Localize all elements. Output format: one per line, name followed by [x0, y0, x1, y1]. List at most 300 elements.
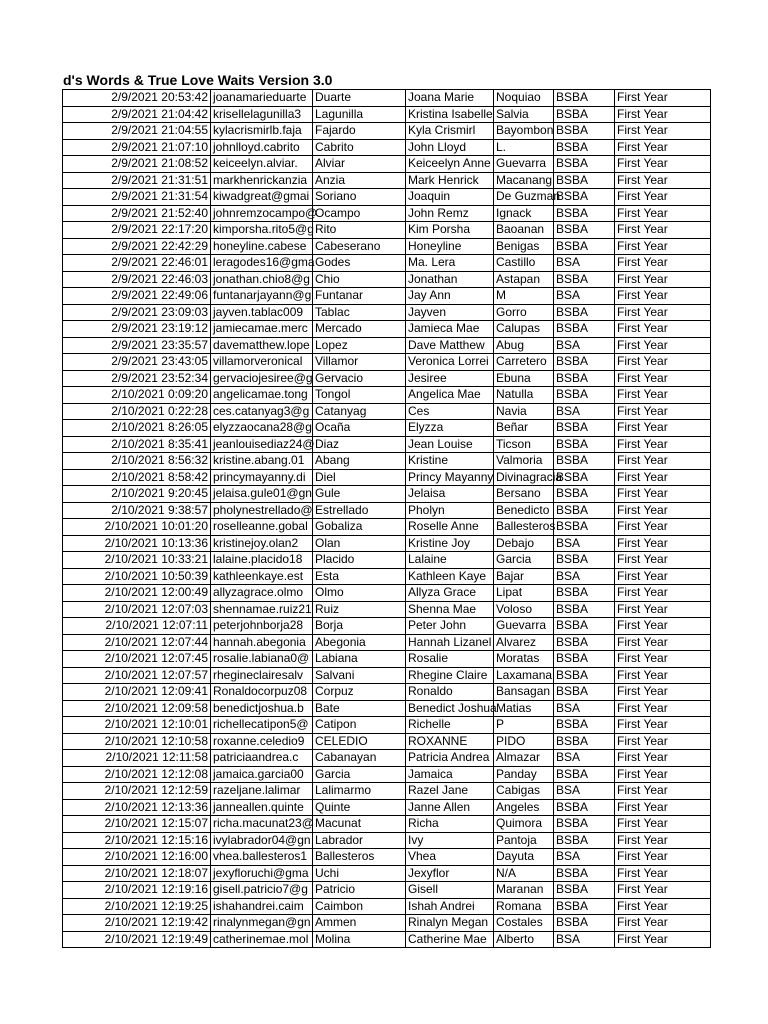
middle-name-cell[interactable]: Ebuna: [494, 370, 554, 387]
email-cell[interactable]: honeyline.cabese: [211, 238, 313, 255]
last-name-cell[interactable]: Garcia: [313, 766, 406, 783]
first-name-cell[interactable]: Richelle: [406, 717, 494, 734]
timestamp-cell[interactable]: 2/9/2021 22:46:01: [63, 255, 211, 272]
first-name-cell[interactable]: Jelaisa: [406, 486, 494, 503]
year-level-cell[interactable]: First Year: [615, 832, 711, 849]
email-cell[interactable]: kiwadgreat@gmai: [211, 189, 313, 206]
year-level-cell[interactable]: First Year: [615, 123, 711, 140]
course-cell[interactable]: BSBA: [554, 172, 615, 189]
year-level-cell[interactable]: First Year: [615, 156, 711, 173]
timestamp-cell[interactable]: 2/10/2021 12:12:08: [63, 766, 211, 783]
course-cell[interactable]: BSBA: [554, 667, 615, 684]
course-cell[interactable]: BSBA: [554, 304, 615, 321]
last-name-cell[interactable]: Gule: [313, 486, 406, 503]
last-name-cell[interactable]: Mercado: [313, 321, 406, 338]
last-name-cell[interactable]: Gervacio: [313, 370, 406, 387]
last-name-cell[interactable]: Olan: [313, 535, 406, 552]
last-name-cell[interactable]: Labiana: [313, 651, 406, 668]
email-cell[interactable]: jamiecamae.merc: [211, 321, 313, 338]
email-cell[interactable]: joanamarieduarte: [211, 90, 313, 107]
year-level-cell[interactable]: First Year: [615, 667, 711, 684]
email-cell[interactable]: pholynestrellado@: [211, 502, 313, 519]
last-name-cell[interactable]: Labrador: [313, 832, 406, 849]
timestamp-cell[interactable]: 2/10/2021 10:01:20: [63, 519, 211, 536]
course-cell[interactable]: BSA: [554, 849, 615, 866]
first-name-cell[interactable]: Veronica Lorrei: [406, 354, 494, 371]
email-cell[interactable]: jamaica.garcia00: [211, 766, 313, 783]
first-name-cell[interactable]: Mark Henrick: [406, 172, 494, 189]
middle-name-cell[interactable]: P: [494, 717, 554, 734]
course-cell[interactable]: BSBA: [554, 717, 615, 734]
first-name-cell[interactable]: Lalaine: [406, 552, 494, 569]
middle-name-cell[interactable]: Angeles: [494, 799, 554, 816]
year-level-cell[interactable]: First Year: [615, 222, 711, 239]
course-cell[interactable]: BSBA: [554, 205, 615, 222]
last-name-cell[interactable]: Macunat: [313, 816, 406, 833]
timestamp-cell[interactable]: 2/10/2021 8:26:05: [63, 420, 211, 437]
first-name-cell[interactable]: Shenna Mae: [406, 601, 494, 618]
email-cell[interactable]: villamorveronical: [211, 354, 313, 371]
email-cell[interactable]: ivylabrador04@gn: [211, 832, 313, 849]
last-name-cell[interactable]: Placido: [313, 552, 406, 569]
course-cell[interactable]: BSBA: [554, 420, 615, 437]
timestamp-cell[interactable]: 2/10/2021 12:07:45: [63, 651, 211, 668]
middle-name-cell[interactable]: Maranan: [494, 882, 554, 899]
email-cell[interactable]: patriciaandrea.c: [211, 750, 313, 767]
last-name-cell[interactable]: Esta: [313, 568, 406, 585]
middle-name-cell[interactable]: Bansagan: [494, 684, 554, 701]
course-cell[interactable]: BSBA: [554, 601, 615, 618]
middle-name-cell[interactable]: Calupas: [494, 321, 554, 338]
middle-name-cell[interactable]: PIDO: [494, 733, 554, 750]
timestamp-cell[interactable]: 2/10/2021 10:33:21: [63, 552, 211, 569]
email-cell[interactable]: roselleanne.gobal: [211, 519, 313, 536]
timestamp-cell[interactable]: 2/10/2021 12:09:58: [63, 700, 211, 717]
course-cell[interactable]: BSA: [554, 403, 615, 420]
course-cell[interactable]: BSA: [554, 568, 615, 585]
first-name-cell[interactable]: Jamieca Mae: [406, 321, 494, 338]
email-cell[interactable]: gervaciojesiree@g: [211, 370, 313, 387]
first-name-cell[interactable]: Roselle Anne: [406, 519, 494, 536]
course-cell[interactable]: BSA: [554, 750, 615, 767]
timestamp-cell[interactable]: 2/10/2021 0:09:20: [63, 387, 211, 404]
first-name-cell[interactable]: Kristina Isabelle: [406, 106, 494, 123]
middle-name-cell[interactable]: Quimora: [494, 816, 554, 833]
first-name-cell[interactable]: John Remz: [406, 205, 494, 222]
last-name-cell[interactable]: Abang: [313, 453, 406, 470]
first-name-cell[interactable]: Princy Mayanny: [406, 469, 494, 486]
timestamp-cell[interactable]: 2/9/2021 21:52:40: [63, 205, 211, 222]
last-name-cell[interactable]: Cabrito: [313, 139, 406, 156]
timestamp-cell[interactable]: 2/10/2021 12:11:58: [63, 750, 211, 767]
middle-name-cell[interactable]: Macanang: [494, 172, 554, 189]
first-name-cell[interactable]: John Lloyd: [406, 139, 494, 156]
first-name-cell[interactable]: Angelica Mae: [406, 387, 494, 404]
first-name-cell[interactable]: Catherine Mae: [406, 931, 494, 948]
year-level-cell[interactable]: First Year: [615, 469, 711, 486]
email-cell[interactable]: jeanlouisediaz24@: [211, 436, 313, 453]
email-cell[interactable]: janneallen.quinte: [211, 799, 313, 816]
last-name-cell[interactable]: Catanyag: [313, 403, 406, 420]
last-name-cell[interactable]: Tongol: [313, 387, 406, 404]
last-name-cell[interactable]: Olmo: [313, 585, 406, 602]
course-cell[interactable]: BSBA: [554, 585, 615, 602]
course-cell[interactable]: BSA: [554, 783, 615, 800]
email-cell[interactable]: keiceelyn.alviar.: [211, 156, 313, 173]
middle-name-cell[interactable]: Divinagracia: [494, 469, 554, 486]
email-cell[interactable]: kimporsha.rito5@g: [211, 222, 313, 239]
year-level-cell[interactable]: First Year: [615, 651, 711, 668]
email-cell[interactable]: jayven.tablac009: [211, 304, 313, 321]
email-cell[interactable]: hannah.abegonia: [211, 634, 313, 651]
middle-name-cell[interactable]: Garcia: [494, 552, 554, 569]
first-name-cell[interactable]: Ishah Andrei: [406, 898, 494, 915]
middle-name-cell[interactable]: Salvia: [494, 106, 554, 123]
last-name-cell[interactable]: Corpuz: [313, 684, 406, 701]
year-level-cell[interactable]: First Year: [615, 601, 711, 618]
course-cell[interactable]: BSA: [554, 700, 615, 717]
timestamp-cell[interactable]: 2/9/2021 22:46:03: [63, 271, 211, 288]
timestamp-cell[interactable]: 2/10/2021 10:50:39: [63, 568, 211, 585]
year-level-cell[interactable]: First Year: [615, 915, 711, 932]
middle-name-cell[interactable]: Ballesteros: [494, 519, 554, 536]
year-level-cell[interactable]: First Year: [615, 255, 711, 272]
first-name-cell[interactable]: Jesiree: [406, 370, 494, 387]
email-cell[interactable]: richellecatipon5@: [211, 717, 313, 734]
year-level-cell[interactable]: First Year: [615, 354, 711, 371]
course-cell[interactable]: BSBA: [554, 436, 615, 453]
middle-name-cell[interactable]: Gorro: [494, 304, 554, 321]
first-name-cell[interactable]: Kristine: [406, 453, 494, 470]
year-level-cell[interactable]: First Year: [615, 634, 711, 651]
email-cell[interactable]: angelicamae.tong: [211, 387, 313, 404]
course-cell[interactable]: BSBA: [554, 684, 615, 701]
last-name-cell[interactable]: CELEDIO: [313, 733, 406, 750]
course-cell[interactable]: BSBA: [554, 882, 615, 899]
email-cell[interactable]: rosalie.labiana0@: [211, 651, 313, 668]
last-name-cell[interactable]: Lalimarmo: [313, 783, 406, 800]
email-cell[interactable]: lalaine.placido18: [211, 552, 313, 569]
last-name-cell[interactable]: Ammen: [313, 915, 406, 932]
first-name-cell[interactable]: Vhea: [406, 849, 494, 866]
middle-name-cell[interactable]: Noquiao: [494, 90, 554, 107]
first-name-cell[interactable]: Keiceelyn Anne: [406, 156, 494, 173]
email-cell[interactable]: krisellelagunilla3: [211, 106, 313, 123]
middle-name-cell[interactable]: Baoanan: [494, 222, 554, 239]
first-name-cell[interactable]: Hannah Lizanel: [406, 634, 494, 651]
email-cell[interactable]: johnlloyd.cabrito: [211, 139, 313, 156]
course-cell[interactable]: BSBA: [554, 106, 615, 123]
email-cell[interactable]: jelaisa.gule01@gn: [211, 486, 313, 503]
middle-name-cell[interactable]: De Guzman: [494, 189, 554, 206]
timestamp-cell[interactable]: 2/10/2021 12:15:16: [63, 832, 211, 849]
course-cell[interactable]: BSA: [554, 931, 615, 948]
last-name-cell[interactable]: Diaz: [313, 436, 406, 453]
timestamp-cell[interactable]: 2/9/2021 22:49:06: [63, 288, 211, 305]
year-level-cell[interactable]: First Year: [615, 799, 711, 816]
last-name-cell[interactable]: Rito: [313, 222, 406, 239]
timestamp-cell[interactable]: 2/10/2021 12:09:41: [63, 684, 211, 701]
first-name-cell[interactable]: Kathleen Kaye: [406, 568, 494, 585]
timestamp-cell[interactable]: 2/9/2021 21:04:55: [63, 123, 211, 140]
first-name-cell[interactable]: Benedict Joshua: [406, 700, 494, 717]
first-name-cell[interactable]: Gisell: [406, 882, 494, 899]
last-name-cell[interactable]: Chio: [313, 271, 406, 288]
email-cell[interactable]: roxanne.celedio9: [211, 733, 313, 750]
last-name-cell[interactable]: Gobaliza: [313, 519, 406, 536]
timestamp-cell[interactable]: 2/10/2021 8:56:32: [63, 453, 211, 470]
year-level-cell[interactable]: First Year: [615, 898, 711, 915]
first-name-cell[interactable]: Kristine Joy: [406, 535, 494, 552]
middle-name-cell[interactable]: L.: [494, 139, 554, 156]
email-cell[interactable]: princymayanny.di: [211, 469, 313, 486]
year-level-cell[interactable]: First Year: [615, 502, 711, 519]
timestamp-cell[interactable]: 2/9/2021 20:53:42: [63, 90, 211, 107]
middle-name-cell[interactable]: Benigas: [494, 238, 554, 255]
last-name-cell[interactable]: Salvani: [313, 667, 406, 684]
year-level-cell[interactable]: First Year: [615, 849, 711, 866]
last-name-cell[interactable]: Godes: [313, 255, 406, 272]
first-name-cell[interactable]: Rosalie: [406, 651, 494, 668]
middle-name-cell[interactable]: Bajar: [494, 568, 554, 585]
first-name-cell[interactable]: Kyla Crismirl: [406, 123, 494, 140]
first-name-cell[interactable]: Joana Marie: [406, 90, 494, 107]
year-level-cell[interactable]: First Year: [615, 585, 711, 602]
middle-name-cell[interactable]: Castillo: [494, 255, 554, 272]
course-cell[interactable]: BSBA: [554, 453, 615, 470]
year-level-cell[interactable]: First Year: [615, 370, 711, 387]
last-name-cell[interactable]: Fajardo: [313, 123, 406, 140]
last-name-cell[interactable]: Duarte: [313, 90, 406, 107]
email-cell[interactable]: benedictjoshua.b: [211, 700, 313, 717]
middle-name-cell[interactable]: Beñar: [494, 420, 554, 437]
last-name-cell[interactable]: Tablac: [313, 304, 406, 321]
middle-name-cell[interactable]: Carretero: [494, 354, 554, 371]
year-level-cell[interactable]: First Year: [615, 90, 711, 107]
timestamp-cell[interactable]: 2/10/2021 12:19:42: [63, 915, 211, 932]
first-name-cell[interactable]: Jamaica: [406, 766, 494, 783]
middle-name-cell[interactable]: Pantoja: [494, 832, 554, 849]
first-name-cell[interactable]: Allyza Grace: [406, 585, 494, 602]
middle-name-cell[interactable]: Moratas: [494, 651, 554, 668]
timestamp-cell[interactable]: 2/9/2021 21:07:10: [63, 139, 211, 156]
first-name-cell[interactable]: Rhegine Claire: [406, 667, 494, 684]
course-cell[interactable]: BSBA: [554, 502, 615, 519]
course-cell[interactable]: BSBA: [554, 321, 615, 338]
timestamp-cell[interactable]: 2/9/2021 22:17:20: [63, 222, 211, 239]
course-cell[interactable]: BSBA: [554, 865, 615, 882]
timestamp-cell[interactable]: 2/10/2021 12:15:07: [63, 816, 211, 833]
email-cell[interactable]: jonathan.chio8@g: [211, 271, 313, 288]
email-cell[interactable]: rinalynmegan@gn: [211, 915, 313, 932]
course-cell[interactable]: BSBA: [554, 90, 615, 107]
course-cell[interactable]: BSBA: [554, 222, 615, 239]
last-name-cell[interactable]: Cabanayan: [313, 750, 406, 767]
first-name-cell[interactable]: Ma. Lera: [406, 255, 494, 272]
email-cell[interactable]: rhegineclairesalv: [211, 667, 313, 684]
year-level-cell[interactable]: First Year: [615, 321, 711, 338]
timestamp-cell[interactable]: 2/9/2021 21:31:54: [63, 189, 211, 206]
timestamp-cell[interactable]: 2/10/2021 12:00:49: [63, 585, 211, 602]
email-cell[interactable]: kathleenkaye.est: [211, 568, 313, 585]
year-level-cell[interactable]: First Year: [615, 684, 711, 701]
first-name-cell[interactable]: Janne Allen: [406, 799, 494, 816]
year-level-cell[interactable]: First Year: [615, 733, 711, 750]
course-cell[interactable]: BSA: [554, 535, 615, 552]
first-name-cell[interactable]: Patricia Andrea: [406, 750, 494, 767]
last-name-cell[interactable]: Catipon: [313, 717, 406, 734]
course-cell[interactable]: BSBA: [554, 816, 615, 833]
middle-name-cell[interactable]: M: [494, 288, 554, 305]
course-cell[interactable]: BSBA: [554, 238, 615, 255]
year-level-cell[interactable]: First Year: [615, 205, 711, 222]
last-name-cell[interactable]: Abegonia: [313, 634, 406, 651]
course-cell[interactable]: BSBA: [554, 139, 615, 156]
course-cell[interactable]: BSBA: [554, 486, 615, 503]
course-cell[interactable]: BSBA: [554, 156, 615, 173]
timestamp-cell[interactable]: 2/9/2021 21:08:52: [63, 156, 211, 173]
middle-name-cell[interactable]: Costales: [494, 915, 554, 932]
last-name-cell[interactable]: Ballesteros: [313, 849, 406, 866]
middle-name-cell[interactable]: Almazar: [494, 750, 554, 767]
last-name-cell[interactable]: Caimbon: [313, 898, 406, 915]
timestamp-cell[interactable]: 2/10/2021 12:19:25: [63, 898, 211, 915]
email-cell[interactable]: jexyfloruchi@gma: [211, 865, 313, 882]
year-level-cell[interactable]: First Year: [615, 172, 711, 189]
last-name-cell[interactable]: Ruiz: [313, 601, 406, 618]
timestamp-cell[interactable]: 2/10/2021 12:07:57: [63, 667, 211, 684]
first-name-cell[interactable]: Peter John: [406, 618, 494, 635]
course-cell[interactable]: BSBA: [554, 651, 615, 668]
year-level-cell[interactable]: First Year: [615, 552, 711, 569]
email-cell[interactable]: gisell.patricio7@g: [211, 882, 313, 899]
course-cell[interactable]: BSA: [554, 288, 615, 305]
middle-name-cell[interactable]: Ticson: [494, 436, 554, 453]
last-name-cell[interactable]: Borja: [313, 618, 406, 635]
first-name-cell[interactable]: Razel Jane: [406, 783, 494, 800]
first-name-cell[interactable]: Jay Ann: [406, 288, 494, 305]
course-cell[interactable]: BSBA: [554, 123, 615, 140]
first-name-cell[interactable]: Dave Matthew: [406, 337, 494, 354]
middle-name-cell[interactable]: Panday: [494, 766, 554, 783]
last-name-cell[interactable]: Lagunilla: [313, 106, 406, 123]
last-name-cell[interactable]: Villamor: [313, 354, 406, 371]
first-name-cell[interactable]: Ces: [406, 403, 494, 420]
last-name-cell[interactable]: Uchi: [313, 865, 406, 882]
timestamp-cell[interactable]: 2/9/2021 22:42:29: [63, 238, 211, 255]
year-level-cell[interactable]: First Year: [615, 865, 711, 882]
timestamp-cell[interactable]: 2/9/2021 23:43:05: [63, 354, 211, 371]
timestamp-cell[interactable]: 2/9/2021 21:31:51: [63, 172, 211, 189]
year-level-cell[interactable]: First Year: [615, 387, 711, 404]
middle-name-cell[interactable]: Alvarez: [494, 634, 554, 651]
last-name-cell[interactable]: Cabeserano: [313, 238, 406, 255]
email-cell[interactable]: richa.macunat23@: [211, 816, 313, 833]
first-name-cell[interactable]: Jexyflor: [406, 865, 494, 882]
year-level-cell[interactable]: First Year: [615, 271, 711, 288]
year-level-cell[interactable]: First Year: [615, 783, 711, 800]
timestamp-cell[interactable]: 2/9/2021 23:09:03: [63, 304, 211, 321]
course-cell[interactable]: BSBA: [554, 898, 615, 915]
timestamp-cell[interactable]: 2/9/2021 21:04:42: [63, 106, 211, 123]
timestamp-cell[interactable]: 2/10/2021 12:10:58: [63, 733, 211, 750]
middle-name-cell[interactable]: Benedicto: [494, 502, 554, 519]
course-cell[interactable]: BSBA: [554, 799, 615, 816]
middle-name-cell[interactable]: Dayuta: [494, 849, 554, 866]
timestamp-cell[interactable]: 2/10/2021 8:58:42: [63, 469, 211, 486]
email-cell[interactable]: kylacrismirlb.faja: [211, 123, 313, 140]
email-cell[interactable]: ishahandrei.caim: [211, 898, 313, 915]
course-cell[interactable]: BSBA: [554, 387, 615, 404]
middle-name-cell[interactable]: Guevarra: [494, 618, 554, 635]
timestamp-cell[interactable]: 2/10/2021 10:13:36: [63, 535, 211, 552]
email-cell[interactable]: johnremzocampo@: [211, 205, 313, 222]
middle-name-cell[interactable]: Natulla: [494, 387, 554, 404]
middle-name-cell[interactable]: Debajo: [494, 535, 554, 552]
year-level-cell[interactable]: First Year: [615, 420, 711, 437]
year-level-cell[interactable]: First Year: [615, 535, 711, 552]
year-level-cell[interactable]: First Year: [615, 189, 711, 206]
course-cell[interactable]: BSBA: [554, 832, 615, 849]
timestamp-cell[interactable]: 2/10/2021 12:07:03: [63, 601, 211, 618]
last-name-cell[interactable]: Lopez: [313, 337, 406, 354]
email-cell[interactable]: kristinejoy.olan2: [211, 535, 313, 552]
first-name-cell[interactable]: Jean Louise: [406, 436, 494, 453]
timestamp-cell[interactable]: 2/10/2021 12:10:01: [63, 717, 211, 734]
middle-name-cell[interactable]: Bayombon: [494, 123, 554, 140]
timestamp-cell[interactable]: 2/9/2021 23:35:57: [63, 337, 211, 354]
year-level-cell[interactable]: First Year: [615, 568, 711, 585]
first-name-cell[interactable]: ROXANNE: [406, 733, 494, 750]
year-level-cell[interactable]: First Year: [615, 304, 711, 321]
course-cell[interactable]: BSBA: [554, 271, 615, 288]
email-cell[interactable]: catherinemae.mol: [211, 931, 313, 948]
middle-name-cell[interactable]: Cabigas: [494, 783, 554, 800]
email-cell[interactable]: leragodes16@gma: [211, 255, 313, 272]
timestamp-cell[interactable]: 2/10/2021 12:12:59: [63, 783, 211, 800]
year-level-cell[interactable]: First Year: [615, 717, 711, 734]
middle-name-cell[interactable]: N/A: [494, 865, 554, 882]
middle-name-cell[interactable]: Lipat: [494, 585, 554, 602]
middle-name-cell[interactable]: Ignack: [494, 205, 554, 222]
timestamp-cell[interactable]: 2/10/2021 12:07:11: [63, 618, 211, 635]
course-cell[interactable]: BSBA: [554, 519, 615, 536]
course-cell[interactable]: BSBA: [554, 469, 615, 486]
middle-name-cell[interactable]: Alberto: [494, 931, 554, 948]
email-cell[interactable]: shennamae.ruiz21: [211, 601, 313, 618]
email-cell[interactable]: allyzagrace.olmo: [211, 585, 313, 602]
course-cell[interactable]: BSA: [554, 337, 615, 354]
last-name-cell[interactable]: Molina: [313, 931, 406, 948]
last-name-cell[interactable]: Soriano: [313, 189, 406, 206]
email-cell[interactable]: peterjohnborja28: [211, 618, 313, 635]
year-level-cell[interactable]: First Year: [615, 766, 711, 783]
email-cell[interactable]: ces.catanyag3@g: [211, 403, 313, 420]
email-cell[interactable]: razeljane.lalimar: [211, 783, 313, 800]
course-cell[interactable]: BSBA: [554, 766, 615, 783]
course-cell[interactable]: BSBA: [554, 733, 615, 750]
timestamp-cell[interactable]: 2/9/2021 23:52:34: [63, 370, 211, 387]
email-cell[interactable]: kristine.abang.01: [211, 453, 313, 470]
first-name-cell[interactable]: Kim Porsha: [406, 222, 494, 239]
first-name-cell[interactable]: Honeyline: [406, 238, 494, 255]
last-name-cell[interactable]: Alviar: [313, 156, 406, 173]
year-level-cell[interactable]: First Year: [615, 519, 711, 536]
email-cell[interactable]: funtanarjayann@g: [211, 288, 313, 305]
year-level-cell[interactable]: First Year: [615, 453, 711, 470]
last-name-cell[interactable]: Anzia: [313, 172, 406, 189]
middle-name-cell[interactable]: Voloso: [494, 601, 554, 618]
